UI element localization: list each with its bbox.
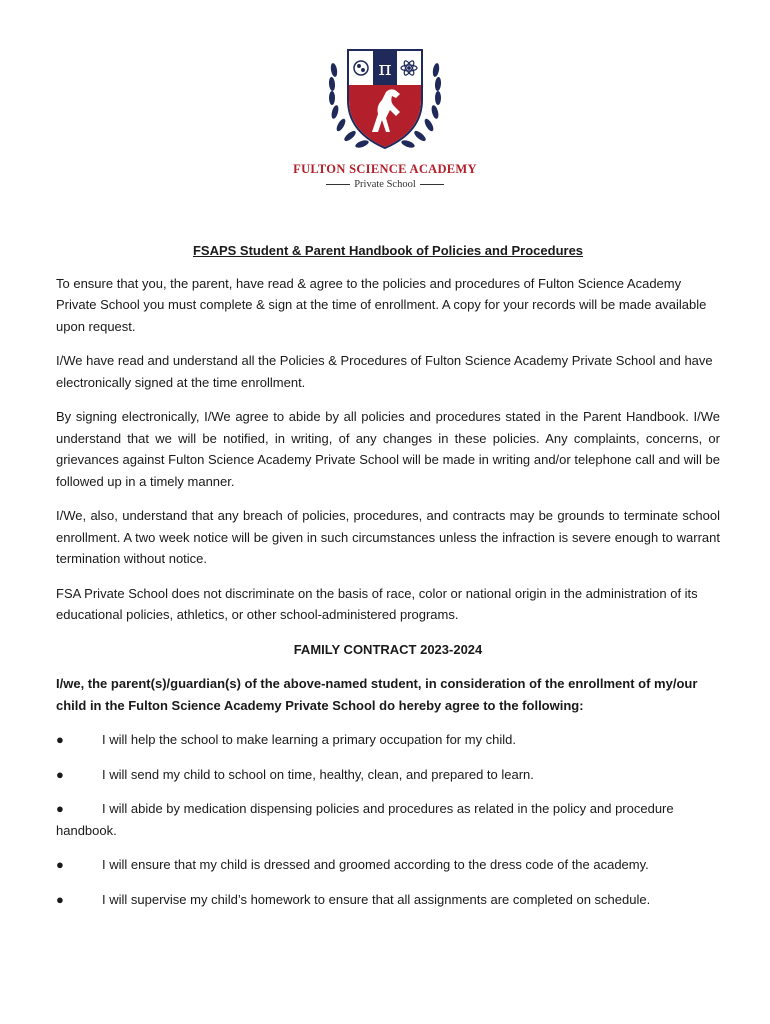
subtitle-dash-right xyxy=(420,184,444,185)
list-item-text: I will help the school to make learning a primary occupation for my child. xyxy=(102,732,517,747)
contract-heading: FAMILY CONTRACT 2023-2024 xyxy=(293,641,483,657)
bullet-icon: ● xyxy=(56,732,64,747)
list-item xyxy=(56,889,720,911)
document-body xyxy=(56,240,720,923)
school-logo xyxy=(0,40,770,190)
paragraph-signing: By signing electronically, I/We agree to abide by all policies and procedures stated in the Parent Handbook. I/We understand that we will be notified, in writing, of any changes in these policies. Any complaints, concerns, or grievances against Fulton Science Academy Private School will be made in writing and/or telephone call and will be followed up in a timely manner. xyxy=(56,409,720,489)
agreement-intro: I/we, the parent(s)/guardian(s) of the above-named student, in consideration of the enrollment of my/our child in the Fulton Science Academy Private School do hereby agree to the following: xyxy=(56,676,698,713)
list-item-text: I will abide by medication dispensing policies and procedures as related in the policy and procedure handbook. xyxy=(56,801,674,838)
bullet-icon: ● xyxy=(56,766,64,782)
bullet-icon: ● xyxy=(56,801,64,816)
subtitle-dash-left xyxy=(326,184,350,185)
list-item-text: I will ensure that my child is dressed and groomed according to the dress code of the academy. xyxy=(102,857,649,872)
school-crest-icon xyxy=(320,40,450,158)
paragraph-read-understand: I/We have read and understand all the Policies & Procedures of Fulton Science Academy Private School and have electronically signed at the time enrollment. xyxy=(56,353,713,390)
document-title: FSAPS Student & Parent Handbook of Policies and Procedures xyxy=(192,243,584,258)
school-subtitle-text: Private School xyxy=(354,179,416,190)
list-item xyxy=(56,729,720,751)
list-item-text: I will send my child to school on time, healthy, clean, and prepared to learn. xyxy=(102,766,534,782)
bullet-icon: ● xyxy=(56,857,64,872)
list-item xyxy=(56,854,720,876)
bullet-icon: ● xyxy=(56,891,64,907)
paragraph-nondiscrimination: FSA Private School does not discriminate on the basis of race, color or national origin in the administration of its educational policies, athletics, or other school-administered programs. xyxy=(56,585,698,622)
list-item-text: I will supervise my child’s homework to ensure that all assignments are completed on schedule. xyxy=(102,891,651,907)
school-subtitle xyxy=(0,179,770,190)
paragraph-enrollment: To ensure that you, the parent, have read & agree to the policies and procedures of Fulton Science Academy Private School you must complete & sign at the time of enrollment. A copy for your records will be made available upon request. xyxy=(56,275,707,334)
paragraph-breach: I/We, also, understand that any breach of policies, procedures, and contracts may be grounds to terminate school enrollment. A two week notice will be given in such circumstances unless the infraction is severe enough to warrant termination without notice. xyxy=(56,508,720,566)
pi-symbol: π xyxy=(378,56,392,80)
list-item xyxy=(56,798,720,841)
list-item xyxy=(56,764,720,786)
school-name: FULTON SCIENCE ACADEMY xyxy=(293,162,477,176)
